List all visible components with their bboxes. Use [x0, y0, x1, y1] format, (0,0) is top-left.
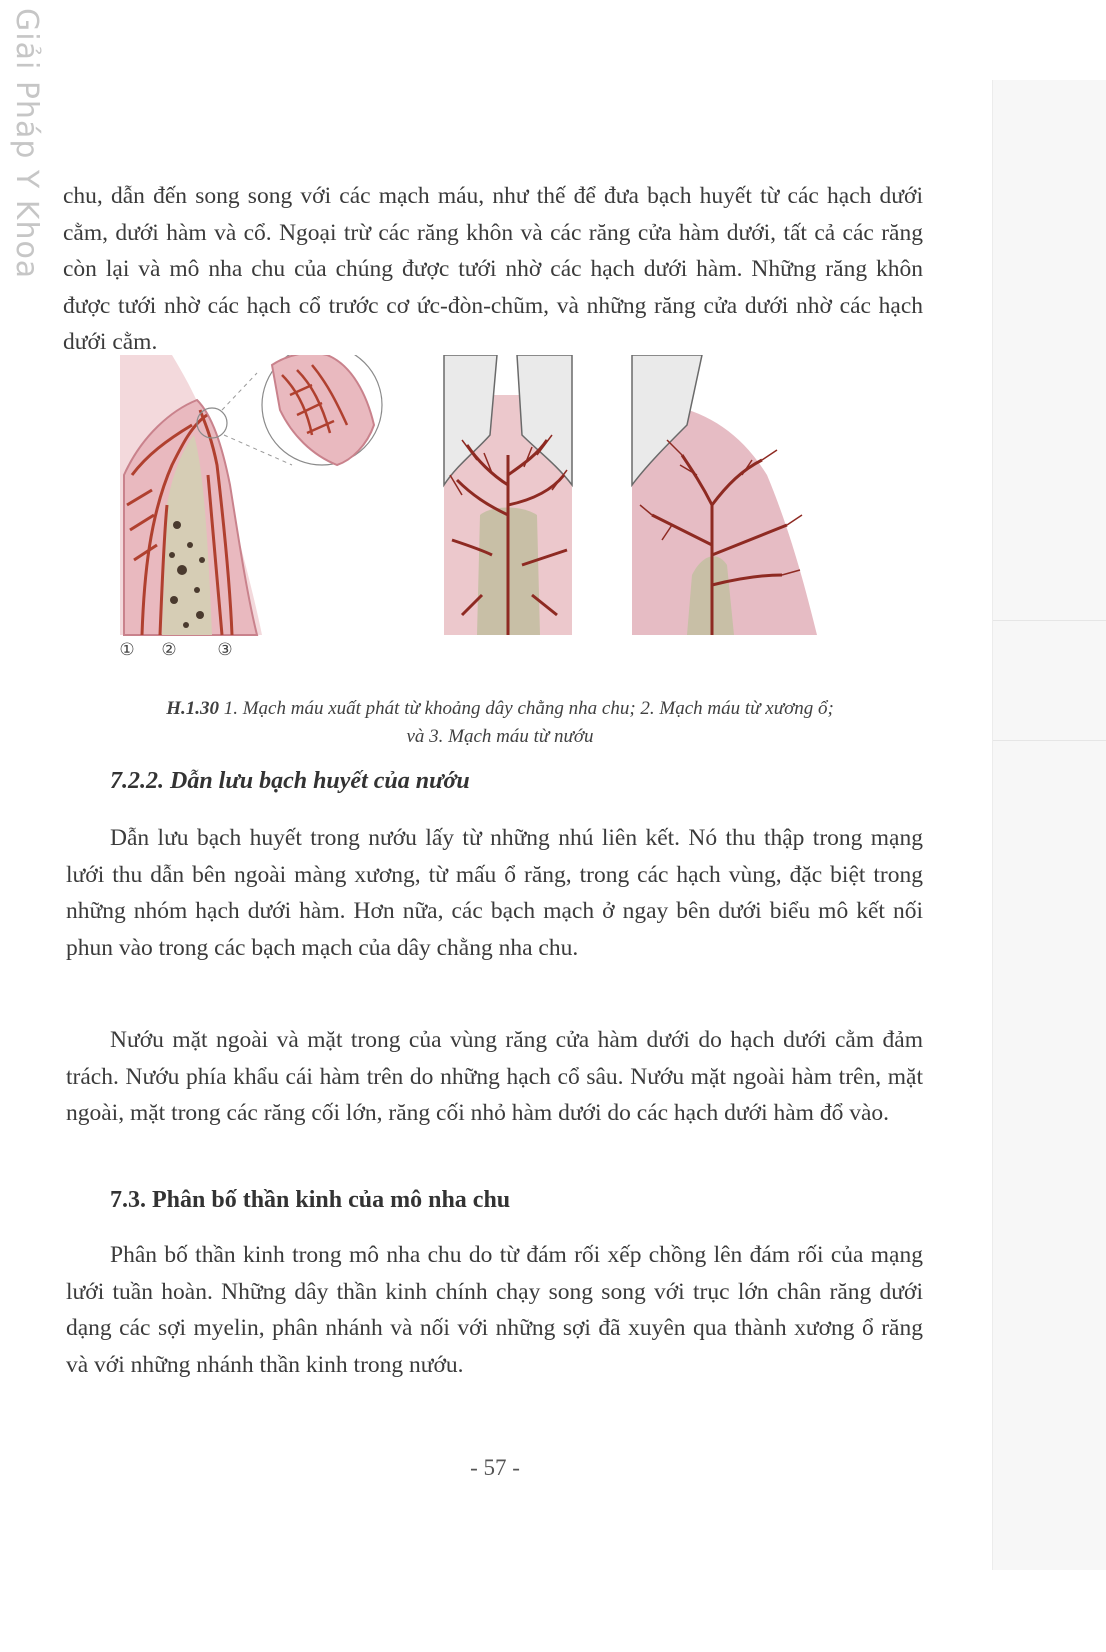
figure-caption-line-1: 1. Mạch máu xuất phát từ khoảng dây chằng nha chu; 2. Mạch máu từ xương ổ;	[218, 698, 834, 719]
page-number: - 57 -	[470, 1455, 520, 1480]
section-heading-73: 7.3. Phân bố thần kinh của mô nha chu	[110, 1187, 511, 1213]
figure-caption-id: H.1.30	[166, 698, 219, 719]
figure-caption	[70, 695, 930, 751]
figure-number-labels	[119, 640, 232, 660]
panel-3-gingival-vessels	[632, 355, 817, 635]
gingiva-drainage-paragraph: Nướu mặt ngoài và mặt trong của vùng răng cửa hàm dưới do hạch dưới cằm đảm trách. Nướu phía khẩu cái hàm trên do những hạch cổ sâu. Nướu mặt ngoài hàm trên, mặt ngoài, mặt trong các răng cối lớn, răng cối nhỏ hàm dưới do các hạch dưới hàm đổ vào.	[66, 1027, 923, 1126]
intro-paragraph: chu, dẫn đến song song với các mạch máu, như thế để đưa bạch huyết từ các hạch dưới cằm, dưới hàm và cổ. Ngoại trừ các răng khôn và các răng cửa hàm dưới, tất cả các răng còn lại và mô nha chu của chúng được tưới nhờ các hạch dưới hàm. Những răng khôn được tưới nhờ các hạch cổ trước cơ ức-đòn-chũm, và những răng cửa dưới nhờ các hạch dưới cằm.	[63, 183, 923, 355]
scan-edge-margin	[992, 80, 1106, 1570]
figure-caption-line-2: và 3. Mạch máu từ nướu	[406, 726, 594, 747]
scan-edge-line	[993, 620, 1106, 621]
periodontal-vessel-illustration	[112, 355, 872, 685]
figure-h130	[112, 355, 872, 685]
figure-label-2: ②	[161, 640, 177, 660]
scan-edge-line	[993, 740, 1106, 741]
innervation-paragraph: Phân bố thần kinh trong mô nha chu do từ đám rối xếp chồng lên đám rối của mạng lưới tuần hoàn. Những dây thần kinh chính chạy song song với trục lớn chân răng dưới dạng các sợi myelin, phân nhánh và nối với những sợi đã xuyên qua thành xương ổ răng và với những nhánh thần kinh trong nướu.	[66, 1242, 923, 1378]
panel-1-periodontal-ligament-vessels	[120, 355, 382, 635]
panel-2-alveolar-bone-vessels	[444, 355, 572, 635]
section-heading-722: 7.2.2. Dẫn lưu bạch huyết của nướu	[110, 768, 470, 794]
lymph-drainage-paragraph: Dẫn lưu bạch huyết trong nướu lấy từ những nhú liên kết. Nó thu thập trong mạng lưới thu dẫn bên ngoài màng xương, từ mấu ổ răng, trong các hạch vùng, đặc biệt trong những nhóm hạch dưới hàm. Hơn nữa, các bạch mạch ở ngay bên dưới biểu mô kết nối phun vào trong các bạch mạch của dây chằng nha chu.	[66, 825, 923, 961]
figure-label-1: ①	[119, 640, 135, 660]
figure-label-3: ③	[217, 640, 233, 660]
watermark: Giải Pháp Y Khoa	[9, 8, 44, 280]
